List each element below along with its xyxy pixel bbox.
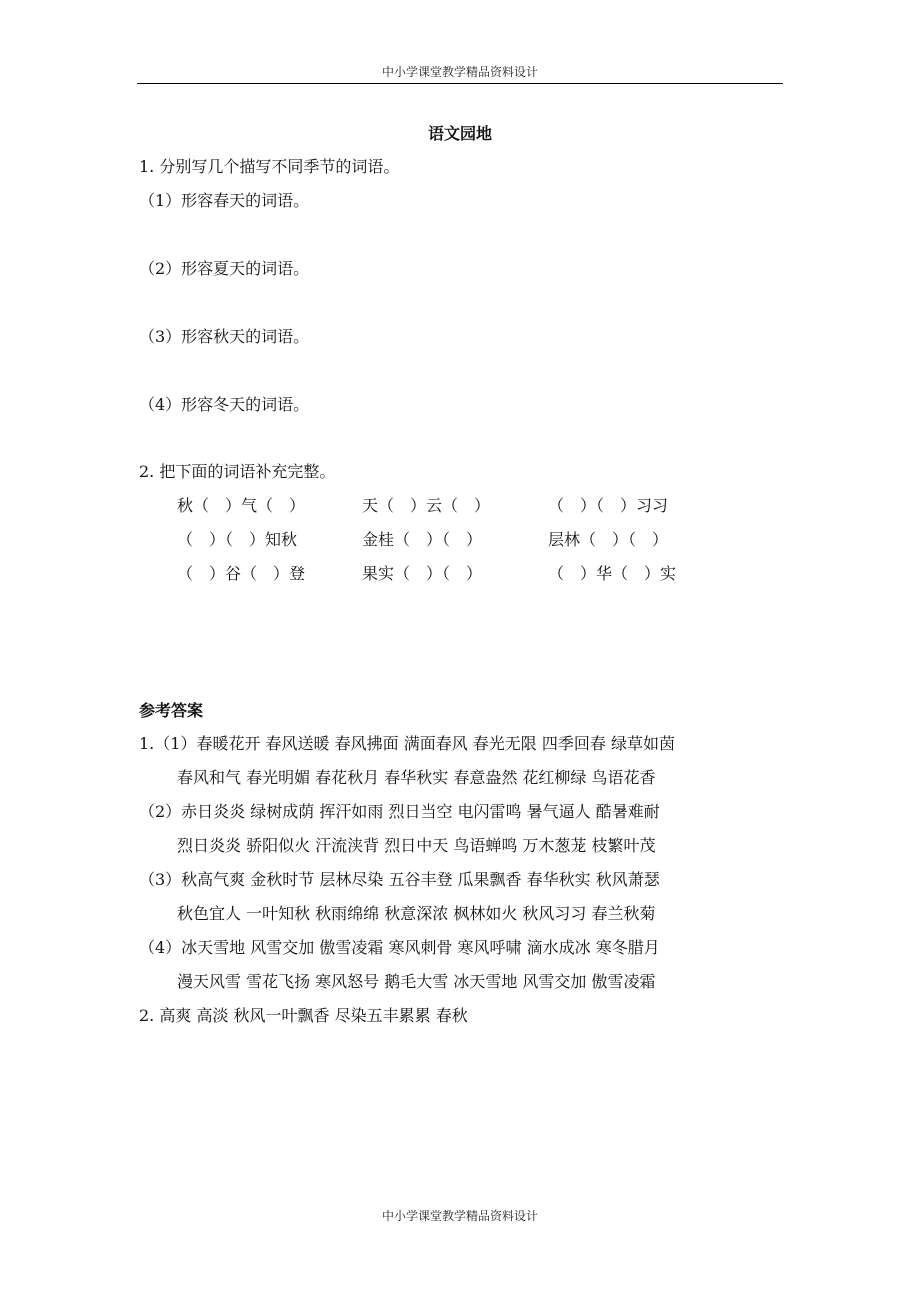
answer-line: 2. 高爽 高淡 秋风一叶飘香 尽染五丰累累 春秋 <box>139 1006 468 1025</box>
answer-line: 漫天风雪 雪花飞扬 寒风怒号 鹅毛大雪 冰天雪地 风雪交加 傲雪凌霜 <box>177 972 656 991</box>
page-footer: 中小学课堂教学精品资料设计 <box>381 1209 538 1223</box>
fill-blank-item: 层林（ ）（ ） <box>548 530 669 549</box>
answer-line: 1.（1）春暖花开 春风送暖 春风拂面 满面春风 春光无限 四季回春 绿草如茵 <box>139 734 675 753</box>
answer-line: 烈日炎炎 骄阳似火 汗流浃背 烈日中天 鸟语蝉鸣 万木葱茏 枝繁叶茂 <box>177 836 656 855</box>
question-1-item-autumn: （3）形容秋天的词语。 <box>139 327 310 346</box>
header-divider <box>137 83 783 84</box>
page-header: 中小学课堂教学精品资料设计 <box>381 65 538 79</box>
answer-line: （4）冰天雪地 风雪交加 傲雪凌霜 寒风刺骨 寒风呼啸 滴水成冰 寒冬腊月 <box>139 938 660 957</box>
question-1-item-winter: （4）形容冬天的词语。 <box>139 395 310 414</box>
question-1-item-summer: （2）形容夏天的词语。 <box>139 259 310 278</box>
answer-line: 秋色宜人 一叶知秋 秋雨绵绵 秋意深浓 枫林如火 秋风习习 春兰秋菊 <box>177 904 656 923</box>
answer-line: 春风和气 春光明媚 春花秋月 春华秋实 春意盎然 花红柳绿 鸟语花香 <box>177 768 656 787</box>
fill-blank-item: （ ）（ ）习习 <box>548 496 669 515</box>
question-1-item-spring: （1）形容春天的词语。 <box>139 191 310 210</box>
fill-blank-item: （ ）华（ ）实 <box>548 564 677 583</box>
page-title: 语文园地 <box>427 124 492 143</box>
answer-line: （2）赤日炎炎 绿树成荫 挥汗如雨 烈日当空 电闪雷鸣 暑气逼人 酷暑难耐 <box>139 802 660 821</box>
fill-blank-item: （ ）（ ）知秋 <box>177 530 298 549</box>
fill-blank-item: 金桂（ ）（ ） <box>362 530 483 549</box>
question-2-prompt: 2. 把下面的词语补充完整。 <box>139 462 336 481</box>
fill-blank-item: （ ）谷（ ）登 <box>177 564 306 583</box>
answer-line: （3）秋高气爽 金秋时节 层林尽染 五谷丰登 瓜果飘香 春华秋实 秋风萧瑟 <box>139 870 660 889</box>
fill-blank-item: 天（ ）云（ ） <box>362 496 491 515</box>
fill-blank-item: 果实（ ）（ ） <box>362 564 483 583</box>
question-1-prompt: 1. 分别写几个描写不同季节的词语。 <box>139 157 400 176</box>
fill-blank-item: 秋（ ）气（ ） <box>177 496 306 515</box>
answers-heading: 参考答案 <box>139 701 204 720</box>
